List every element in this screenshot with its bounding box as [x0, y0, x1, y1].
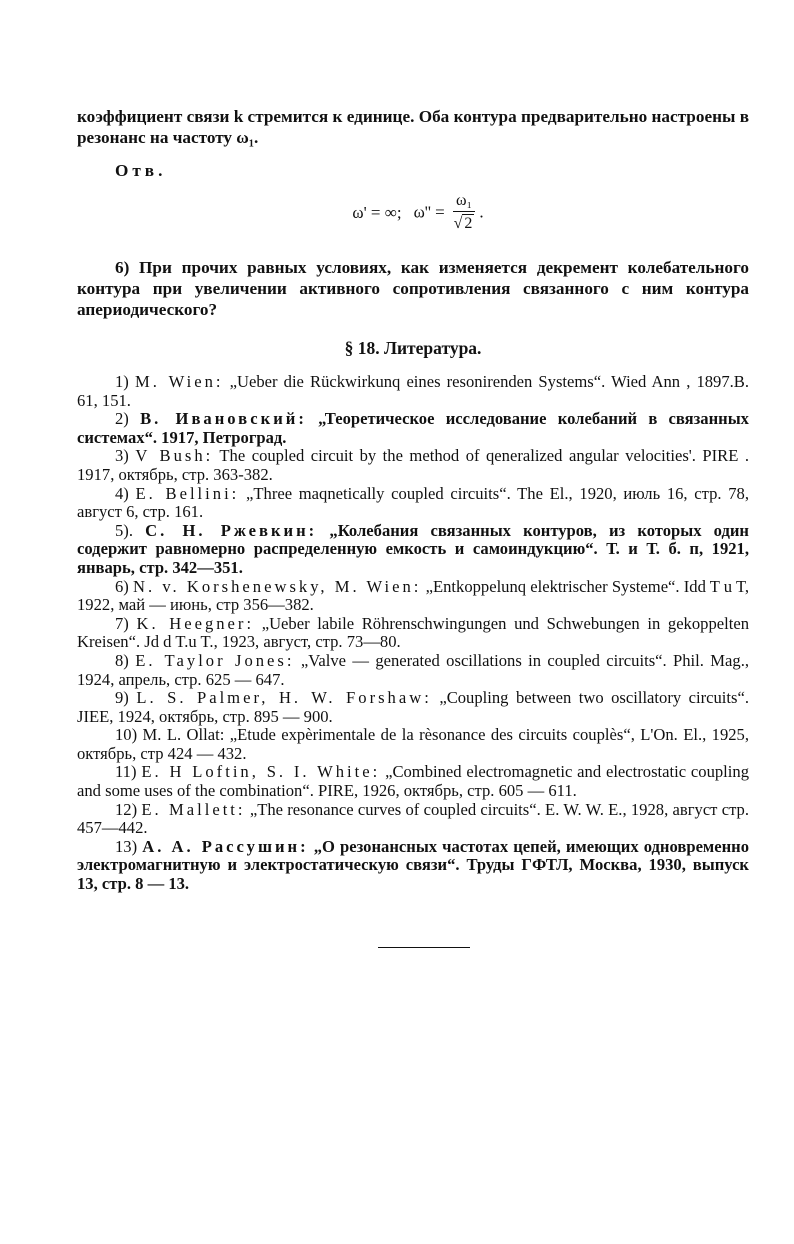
- reference-text: „Etude expèrimentale de la rèsonance des circuits couplès“, L'On. El., 1925, октябрь, стр 424 — 432.: [77, 725, 750, 763]
- reference-text: „Entkoppelunq elektrischer Systeme“. Idd T u T, 1922, май — июнь, стр 356—382.: [77, 576, 749, 615]
- sqrt-radicand: 2: [464, 214, 473, 232]
- reference-author: N. v. Korshenewsky, M. Wien:: [133, 576, 422, 596]
- reference-item: [77, 689, 749, 726]
- reference-number: 12): [115, 799, 138, 819]
- reference-author: В. Ивановский:: [140, 409, 307, 429]
- question-6: 6) При прочих равных условиях, как изменяется декремент колебательного контура при увеличении активного сопротивления связанного с ним контура апериодического?: [77, 258, 749, 319]
- reference-item: [77, 373, 749, 410]
- reference-author: E. H Loftin, S. I. White:: [141, 762, 381, 782]
- intro-paragraph: коэффициент связи k стремится к единице. Оба контура предварительно настроены в резонанс на частоту ω₁.: [77, 107, 749, 147]
- reference-number: 13): [115, 836, 138, 856]
- reference-text: „Valve — generated oscillations in coupled circuits“. Phil. Mag., 1924, апрель, стр. 625 — 647.: [77, 650, 749, 689]
- formula-numerator: ω₁: [453, 192, 475, 212]
- reference-number: 11): [115, 762, 137, 782]
- reference-author: V Bush:: [135, 446, 214, 466]
- formula-right: [414, 192, 484, 235]
- reference-item: [77, 838, 749, 894]
- formula-fraction: [453, 192, 475, 235]
- reference-author: L. S. Palmer, H. W. Forshaw:: [136, 688, 432, 708]
- reference-number: 5).: [115, 520, 133, 540]
- reference-text: „Колебания связанных контуров, из которых один содержит равномерно распределенную емкость и самоиндукцию“. Т. и Т. б. п, 1921, январь, стр. 342—351.: [77, 520, 749, 577]
- reference-number: 2): [115, 409, 129, 429]
- sqrt-symbol: √ 2: [453, 214, 473, 232]
- end-rule: [378, 947, 470, 948]
- reference-author: K. Heegner:: [136, 613, 255, 633]
- reference-text: „Coupling between two oscillatory circuits“. JIEE, 1924, октябрь, стр. 895 — 900.: [77, 688, 750, 726]
- reference-number: 7): [115, 613, 129, 633]
- reference-text: „Ueber labile Röhrenschwingungen und Schwebungen in gekoppelten Kreisen“. Jd d T.u T., 1923, август, стр. 73—80.: [77, 613, 749, 652]
- reference-text: „Three maqnetically coupled circuits“. The El., 1920, июль 16, стр. 78, август 6, стр. 161.: [77, 483, 749, 522]
- formula-right-lhs: ω'' =: [413, 201, 445, 221]
- reference-item: [77, 652, 749, 689]
- reference-number: 8): [115, 650, 129, 670]
- reference-item: [77, 447, 749, 484]
- reference-item: [77, 801, 749, 838]
- reference-number: 3): [115, 446, 129, 466]
- reference-item: [77, 485, 749, 522]
- reference-number: 6): [115, 576, 129, 596]
- reference-text: „Ueber die Rückwirkunq eines resonirenden Systems“. Wied Ann , 1897.B. 61, 151.: [77, 372, 750, 410]
- formula-left: ω' = ∞;: [352, 203, 402, 222]
- reference-text: „The resonance curves of coupled circuits“. E. W. W. E., 1928, август стр. 457—442.: [77, 799, 749, 838]
- reference-author: M. Wien:: [134, 372, 224, 391]
- answer-label: Отв.: [115, 161, 167, 180]
- formula-tail: .: [479, 201, 484, 221]
- formula-denominator: [454, 212, 475, 235]
- reference-item: [77, 763, 749, 800]
- reference-author: A. A. Рассушин:: [142, 836, 309, 856]
- page-content: [77, 106, 749, 894]
- answer-formula: [87, 187, 749, 239]
- reference-text: „О резонансных частотах цепей, имеющих одновременно электромагнитную и электростатическую связи“. Труды ГФТЛ, Москва, 1930, выпуск 13, стр. 8 — 13.: [77, 836, 750, 894]
- reference-number: 10): [115, 725, 138, 745]
- reference-author: E. Bellini:: [135, 483, 240, 503]
- reference-text: „Теоретическое исследование колебаний в связанных системах“. 1917, Петроград.: [77, 409, 749, 447]
- reference-text: The coupled circuit by the method of qeneralized angular velocities'. PIRE . 1917, октябрь, стр. 363-382.: [77, 446, 749, 484]
- reference-author: E. Taylor Jones:: [135, 650, 295, 670]
- reference-item: [77, 726, 749, 763]
- reference-text: „Combined electromagnetic and electrostatic coupling and some uses of the combination“. PIRE, 1926, октябрь, стр. 605 — 611.: [77, 762, 749, 801]
- reference-number: 1): [115, 372, 129, 391]
- reference-number: 4): [115, 483, 129, 503]
- section-title: § 18. Литература.: [344, 338, 482, 358]
- reference-number: 9): [115, 688, 129, 708]
- reference-item: [77, 522, 749, 578]
- reference-author: M. L. Ollat:: [142, 725, 225, 745]
- reference-list: [77, 373, 749, 894]
- reference-author: C. H. Ржевкин:: [145, 520, 318, 540]
- reference-item: [77, 410, 749, 447]
- reference-item: [77, 578, 749, 615]
- reference-author: E. Mallett:: [141, 799, 246, 819]
- reference-item: [77, 615, 749, 652]
